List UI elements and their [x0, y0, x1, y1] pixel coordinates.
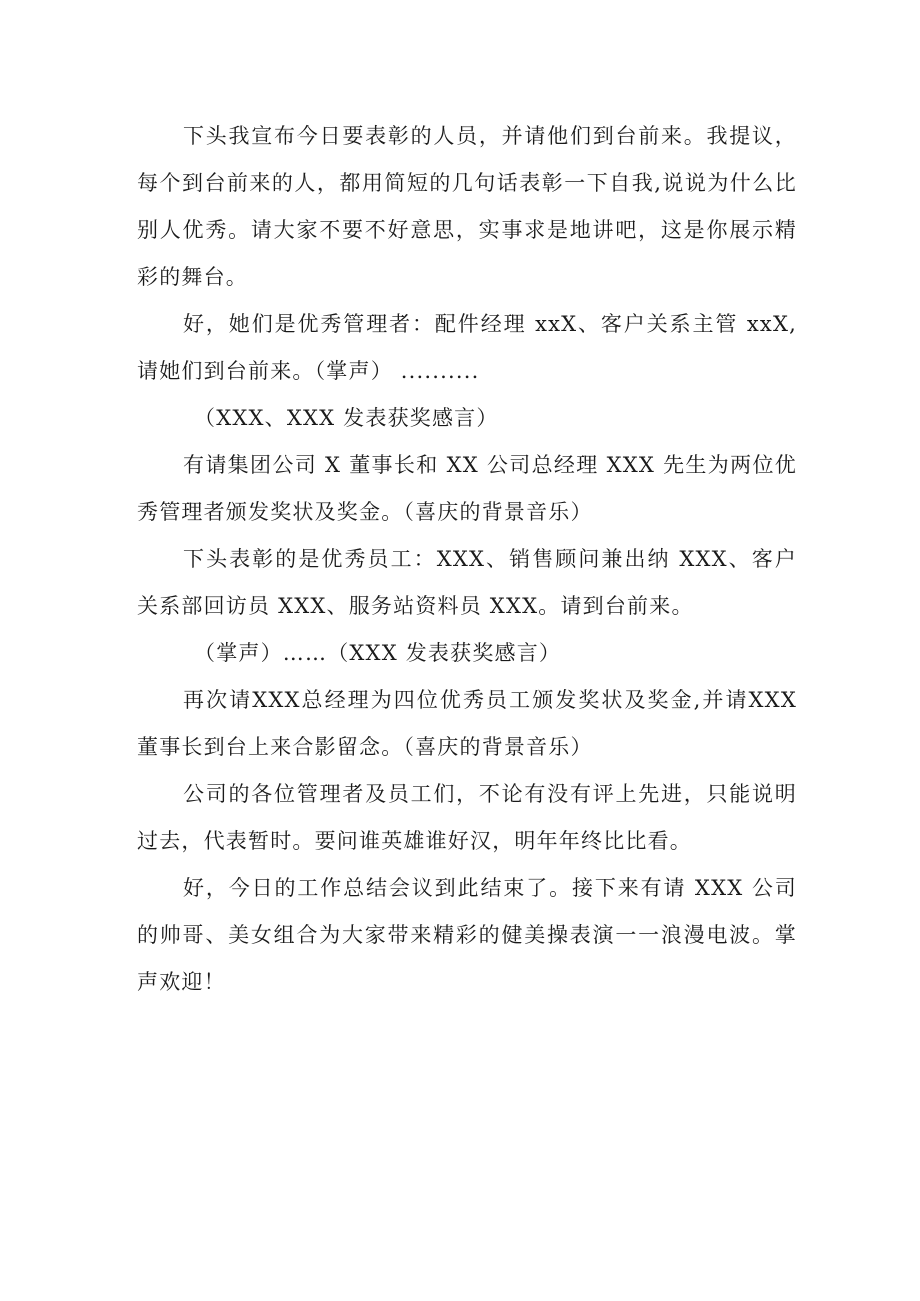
paragraph-announce-honorees: 下头我宣布今日要表彰的人员，并请他们到台前来。我提议，每个到台前来的人，都用简短的几句话表彰一下自我,说说为什么比别人优秀。请大家不要不好意思，实事求是地讲吧，这是你展示精彩的舞台。	[137, 124, 797, 289]
document-body	[137, 113, 797, 1006]
paragraph-meeting-end: 好，今日的工作总结会议到此结束了。接下来有请 XXX 公司的帅哥、美女组合为大家带来精彩的健美操表演一一浪漫电波。掌声欢迎！	[137, 876, 797, 994]
paragraph-managers-speech: （XXX、XXX 发表获奖感言）	[194, 406, 499, 430]
paragraph-outstanding-employees: 下头表彰的是优秀员工：XXX、销售顾问兼出纳 XXX、客户关系部回访员 XXX、服务站资料员 XXX。请到台前来。	[137, 547, 797, 618]
paragraph-outstanding-managers: 好，她们是优秀管理者：配件经理 xxX、客户关系主管 xxX,请她们到台前来。（掌声） ..........	[137, 312, 797, 383]
paragraph-employees-award: 再次请XXX总经理为四位优秀员工颁发奖状及奖金,并请XXX董事长到台上来合影留念。（喜庆的背景音乐）	[137, 688, 797, 759]
paragraph-managers-award: 有请集团公司 X 董事长和 XX 公司总经理 XXX 先生为两位优秀管理者颁发奖状及奖金。（喜庆的背景音乐）	[137, 453, 797, 524]
paragraph-closing-remarks: 公司的各位管理者及员工们，不论有没有评上先进，只能说明过去，代表暂时。要问谁英雄谁好汉，明年年终比比看。	[137, 782, 797, 853]
paragraph-employees-speech: （掌声）……（XXX 发表获奖感言）	[194, 641, 562, 665]
